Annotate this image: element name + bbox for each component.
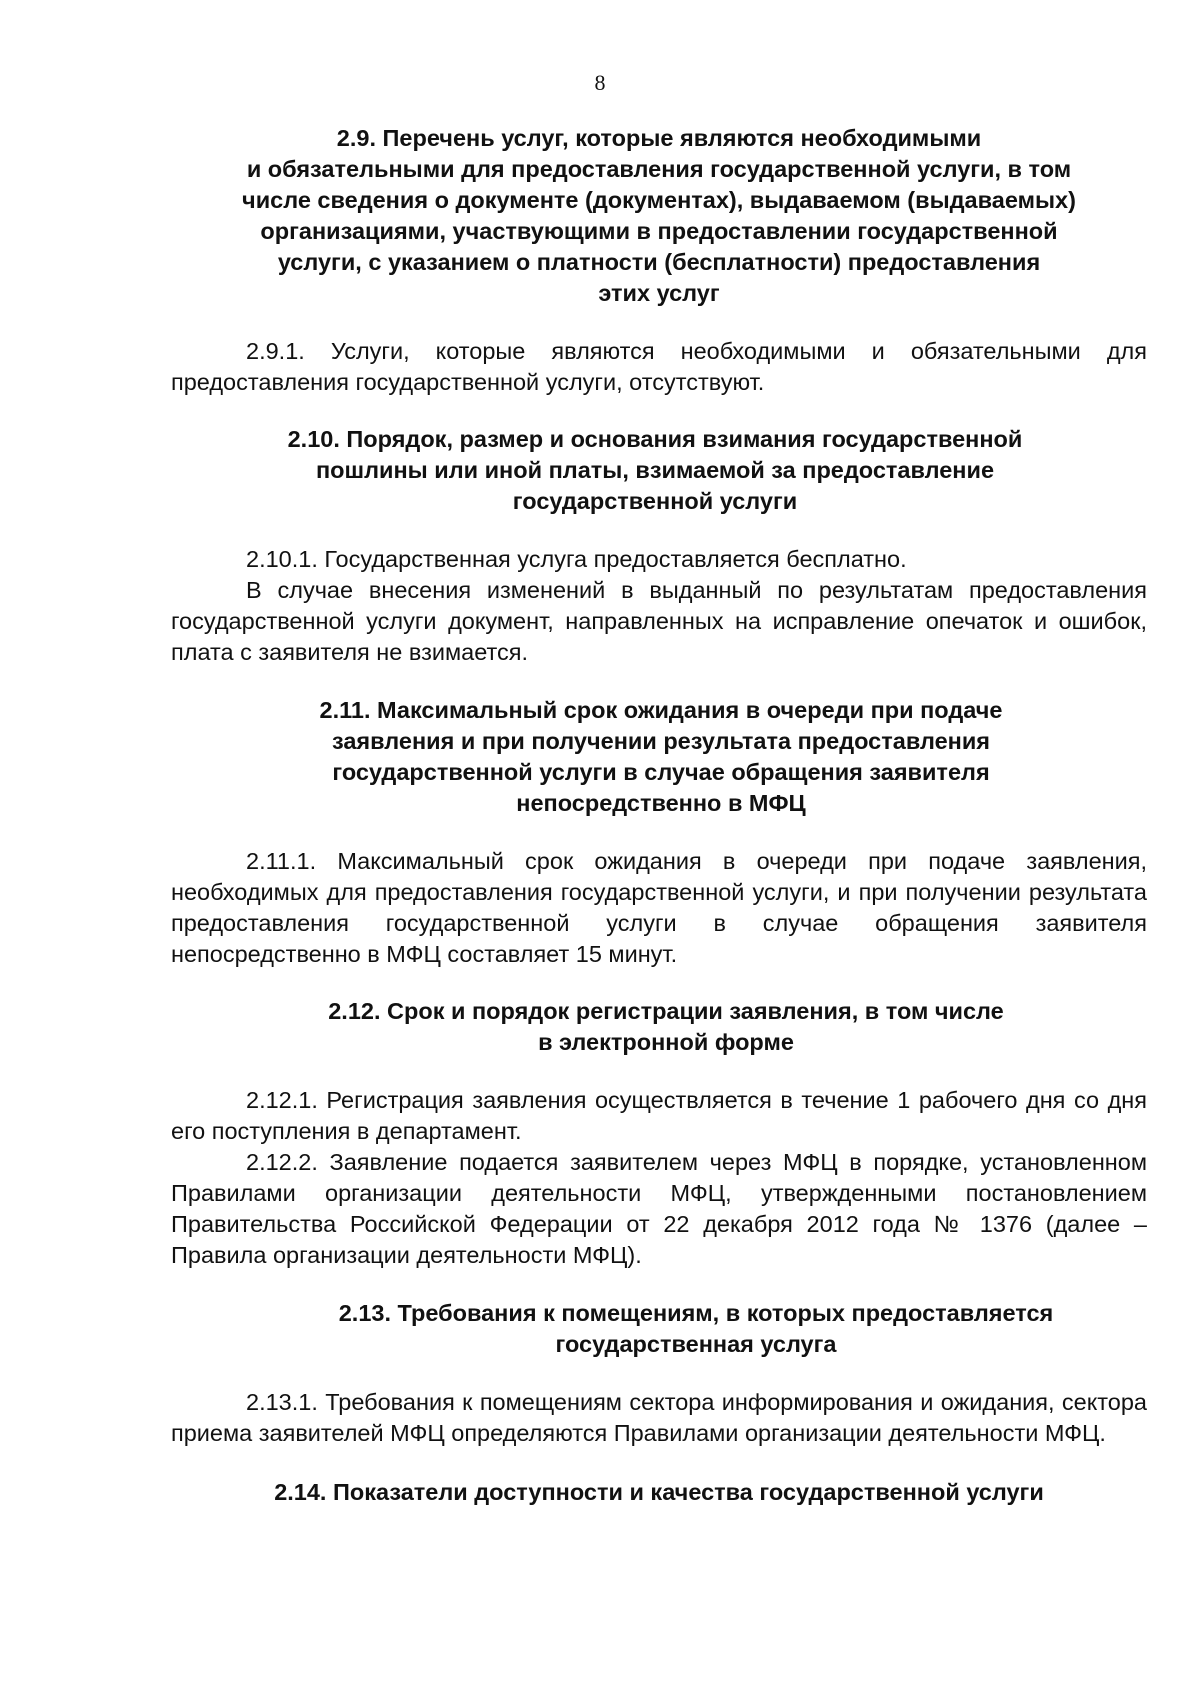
heading-line: в электронной форме xyxy=(538,1029,794,1055)
paragraph-2-13-1: 2.13.1. Требования к помещениям сектора информирования и ожидания, сектора приема заявителей МФЦ определяются Правилами организации деятельности МФЦ. xyxy=(171,1389,1147,1446)
paragraph-2-12-1: 2.12.1. Регистрация заявления осуществляется в течение 1 рабочего дня со дня его поступления в департамент. xyxy=(171,1087,1147,1144)
paragraph-2-9-1: 2.9.1. Услуги, которые являются необходимыми и обязательными для предоставления государственной услуги, отсутствуют. xyxy=(171,338,1147,395)
heading-line: государственной услуги xyxy=(512,488,798,514)
heading-line: пошлины или иной платы, взимаемой за предоставление xyxy=(315,457,995,483)
section-heading-2-11 xyxy=(261,695,1061,819)
section-heading-2-12 xyxy=(236,996,1096,1058)
page-content xyxy=(171,123,1147,1508)
section-heading-2-14 xyxy=(171,1477,1147,1508)
heading-line: 2.10. Порядок, размер и основания взимания государственной xyxy=(287,426,1023,452)
heading-line: государственной услуги в случае обращения заявителя xyxy=(332,759,990,785)
heading-line: заявления и при получении результата предоставления xyxy=(331,728,991,754)
heading-line: услуги, с указанием о платности (бесплатности) предоставления xyxy=(277,249,1041,275)
heading-line: государственная услуга xyxy=(555,1331,837,1357)
paragraph-2-12-2: 2.12.2. Заявление подается заявителем через МФЦ в порядке, установленном Правилами организации деятельности МФЦ, утвержденными постановлением Правительства Российской Федерации от 22 декабря 2012 года № 1376 (далее – Правила организации деятельности МФЦ). xyxy=(171,1149,1147,1268)
heading-line: 2.11. Максимальный срок ожидания в очереди при подаче xyxy=(319,697,1003,723)
paragraph-2-10-1: 2.10.1. Государственная услуга предоставляется бесплатно. xyxy=(246,546,907,572)
section-heading-2-9 xyxy=(179,123,1139,309)
heading-line: организациями, участвующими в предоставлении государственной xyxy=(260,218,1058,244)
heading-line: 2.13. Требования к помещениям, в которых предоставляется xyxy=(338,1300,1054,1326)
heading-line: 2.12. Срок и порядок регистрации заявления, в том числе xyxy=(328,998,1004,1024)
heading-line: этих услуг xyxy=(598,280,720,306)
paragraph-2-11-1: 2.11.1. Максимальный срок ожидания в очереди при подаче заявления, необходимых для предоставления государственной услуги, и при получении результата предоставления государственной услуги в случае обращения заявителя непосредственно в МФЦ составляет 15 минут. xyxy=(171,848,1147,967)
paragraph-2-10-note: В случае внесения изменений в выданный по результатам предоставления государственной услуги документ, направленных на исправление опечаток и ошибок, плата с заявителя не взимается. xyxy=(171,577,1147,665)
page-number: 8 xyxy=(594,70,606,95)
heading-line: числе сведения о документе (документах), выдаваемом (выдаваемых) xyxy=(242,187,1076,213)
section-heading-2-10 xyxy=(235,424,1075,517)
heading-line: 2.14. Показатели доступности и качества государственной услуги xyxy=(274,1479,1044,1505)
heading-line: непосредственно в МФЦ xyxy=(516,790,806,816)
heading-line: 2.9. Перечень услуг, которые являются необходимыми xyxy=(336,125,982,151)
section-heading-2-13 xyxy=(286,1298,1106,1360)
heading-line: и обязательными для предоставления государственной услуги, в том xyxy=(246,156,1072,182)
